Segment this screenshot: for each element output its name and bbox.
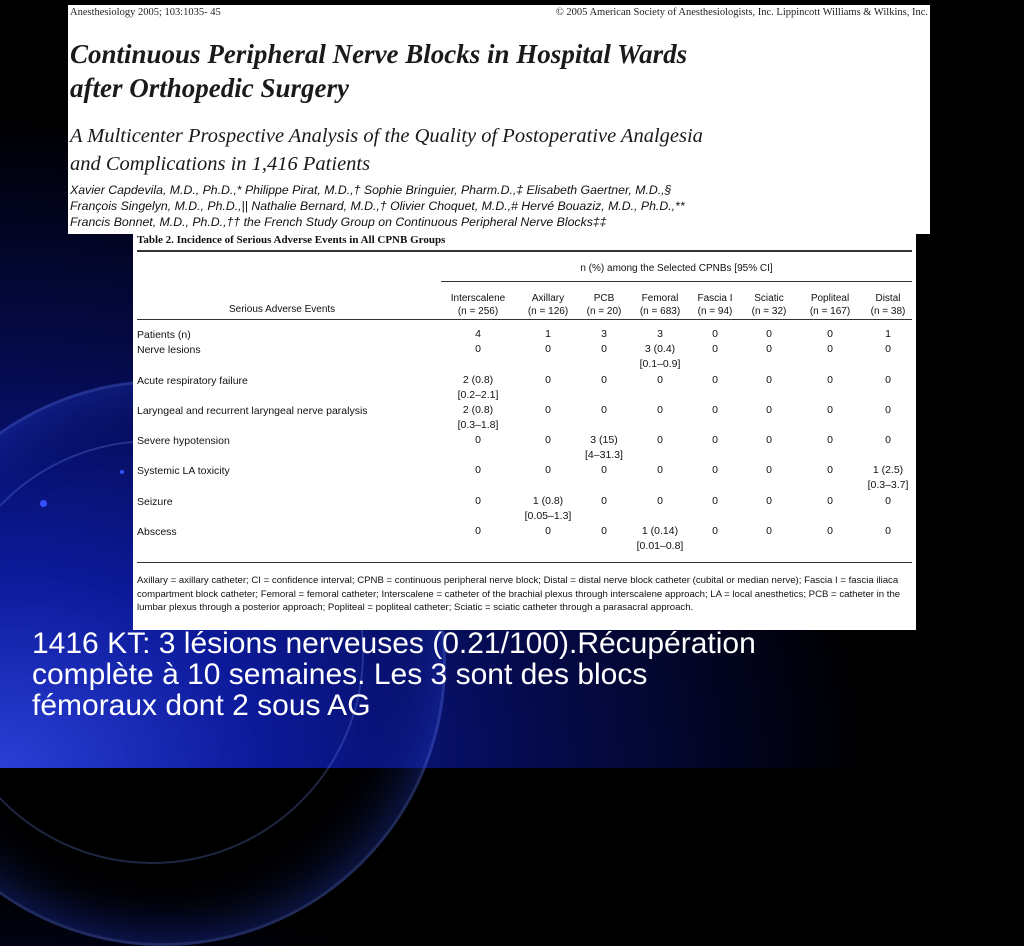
cell-value: 0 — [885, 434, 891, 446]
background-dot — [40, 500, 47, 507]
cell-value: 1 — [545, 328, 551, 340]
table-cell — [438, 433, 518, 448]
column-name: Fascia I — [697, 293, 733, 304]
paper-subtitle — [70, 122, 920, 178]
paper-authors — [70, 182, 920, 230]
cell-value: 0 — [601, 525, 607, 537]
column-name: Distal — [875, 293, 901, 304]
cell-value: 0 — [475, 434, 481, 446]
column-name: Popliteal — [810, 293, 850, 304]
paper-title-line: after Orthopedic Surgery — [70, 73, 349, 103]
cell-value: 0 — [827, 495, 833, 507]
paper-subtitle-line: and Complications in 1,416 Patients — [70, 153, 371, 175]
authors-line: Francis Bonnet, M.D., Ph.D.,†† the French Study Group on Continuous Peripheral Nerve Blocks‡‡ — [70, 215, 607, 229]
cell-value: 0 — [712, 495, 718, 507]
cell-value: 0 — [712, 434, 718, 446]
cell-value: 0 — [827, 328, 833, 340]
slide-caption-line: 1416 KT: 3 lésions nerveuses (0.21/100).Récupération — [32, 627, 756, 660]
journal-line — [70, 7, 928, 18]
table-cell — [848, 373, 916, 388]
row-label: Abscess — [137, 526, 177, 538]
table-footnote: Axillary = axillary catheter; CI = confidence interval; CPNB = continuous peripheral nerve block; Distal = distal nerve block catheter (cubital or median nerve); Fascia I = fascia iliaca compartment block catheter; Femoral = femoral catheter; Interscalene = catheter of the brachial plexus through interscalene approach; LA = local anesthetics; PCB = catheter in the lumbar plexus through a posterior approach; Popliteal = popliteal catheter; Sciatic = sciatic catheter through a parasacral approach. — [137, 575, 901, 613]
column-name: Sciatic — [754, 293, 784, 304]
table-cell — [438, 463, 518, 478]
paper-header-excerpt — [68, 5, 930, 234]
column-count: (n = 94) — [697, 306, 733, 317]
table-cell — [848, 494, 916, 509]
cell-confidence-interval: [0.05–1.3] — [524, 510, 572, 522]
copyright-notice: © 2005 American Society of Anesthesiologists, Inc. Lippincott Williams & Wilkins, Inc. — [555, 7, 928, 18]
cell-value: 0 — [827, 525, 833, 537]
cell-value: 0 — [545, 464, 551, 476]
cell-value: 0 — [766, 404, 772, 416]
cell-value: 0 — [601, 464, 607, 476]
row-label: Patients (n) — [137, 329, 191, 341]
column-name: Femoral — [641, 293, 679, 304]
row-label: Nerve lesions — [137, 344, 201, 356]
cell-value: 0 — [827, 343, 833, 355]
column-count: (n = 256) — [457, 306, 499, 317]
table-cell — [438, 342, 518, 357]
slide-caption-line: complète à 10 semaines. Les 3 sont des blocs — [32, 658, 648, 691]
table-cell — [848, 342, 916, 357]
table-cell — [848, 433, 916, 448]
cell-value: 0 — [885, 343, 891, 355]
cell-value: 0 — [766, 343, 772, 355]
cell-confidence-interval: [0.2–2.1] — [457, 389, 499, 401]
cell-value: 0 — [657, 495, 663, 507]
table-cell — [438, 524, 518, 539]
cell-value: 1 (0.8) — [532, 495, 564, 507]
cell-value: 0 — [766, 374, 772, 386]
cell-value: 0 — [712, 525, 718, 537]
cell-value: 3 (15) — [590, 434, 618, 446]
column-name: Interscalene — [450, 293, 506, 304]
cell-value: 3 — [601, 328, 607, 340]
cell-value: 0 — [545, 434, 551, 446]
paper-title — [70, 37, 920, 105]
table-cell — [438, 373, 518, 403]
span-header-rule — [441, 281, 912, 282]
table-caption: Table 2. Incidence of Serious Adverse Events in All CPNB Groups — [137, 234, 446, 246]
cell-value: 0 — [657, 464, 663, 476]
cell-value: 0 — [712, 343, 718, 355]
cell-value: 0 — [766, 434, 772, 446]
slide-caption — [32, 628, 1012, 721]
cell-value: 3 (0.4) — [644, 343, 676, 355]
cell-value: 0 — [657, 434, 663, 446]
authors-line: François Singelyn, M.D., Ph.D.,|| Nathalie Bernard, M.D.,† Olivier Choquet, M.D.,# Hervé Bouaziz, M.D., Ph.D.,** — [70, 199, 685, 213]
row-header: Serious Adverse Events — [229, 304, 336, 315]
cell-value: 0 — [885, 525, 891, 537]
cell-value: 0 — [657, 374, 663, 386]
cell-value: 1 (0.14) — [641, 525, 679, 537]
cell-value: 0 — [766, 525, 772, 537]
cell-value: 0 — [885, 374, 891, 386]
cell-value: 0 — [601, 343, 607, 355]
column-count: (n = 38) — [870, 306, 906, 317]
paper-title-line: Continuous Peripheral Nerve Blocks in Hospital Wards — [70, 39, 688, 69]
cell-value: 0 — [601, 374, 607, 386]
column-name: PCB — [593, 293, 615, 304]
cell-value: 0 — [475, 525, 481, 537]
span-header: n (%) among the Selected CPNBs [95% CI] — [580, 263, 773, 274]
column-count: (n = 20) — [586, 306, 622, 317]
row-label: Seizure — [137, 496, 173, 508]
cell-value: 0 — [601, 495, 607, 507]
table-cell — [438, 403, 518, 433]
column-count: (n = 32) — [751, 306, 787, 317]
cell-value: 0 — [712, 328, 718, 340]
column-count: (n = 167) — [809, 306, 851, 317]
row-label: Laryngeal and recurrent laryngeal nerve paralysis — [137, 405, 368, 417]
cell-confidence-interval: [4–31.3] — [585, 449, 623, 461]
cell-value: 0 — [766, 328, 772, 340]
column-count: (n = 683) — [639, 306, 681, 317]
cell-value: 2 (0.8) — [462, 374, 494, 386]
table-bottom-rule — [137, 562, 912, 563]
cell-value: 0 — [712, 374, 718, 386]
cell-confidence-interval: [0.3–1.8] — [457, 419, 499, 431]
cell-value: 0 — [545, 343, 551, 355]
cell-value: 3 — [657, 328, 663, 340]
cell-value: 0 — [712, 464, 718, 476]
cell-value: 0 — [712, 404, 718, 416]
cell-value: 0 — [601, 404, 607, 416]
table-cell — [848, 327, 916, 342]
cell-value: 0 — [827, 404, 833, 416]
table-cell — [848, 403, 916, 418]
cell-value: 0 — [657, 404, 663, 416]
table-cell — [438, 327, 518, 342]
cell-confidence-interval: [0.3–3.7] — [867, 479, 909, 491]
table-excerpt — [133, 234, 916, 630]
cell-confidence-interval: [0.1–0.9] — [639, 358, 681, 370]
cell-value: 0 — [545, 404, 551, 416]
cell-value: 1 — [885, 328, 891, 340]
background-dot — [120, 470, 124, 474]
cell-value: 0 — [545, 374, 551, 386]
cell-value: 1 (2.5) — [872, 464, 904, 476]
cell-value: 0 — [827, 464, 833, 476]
cell-value: 0 — [885, 404, 891, 416]
slide-caption-line: fémoraux dont 2 sous AG — [32, 689, 371, 722]
cell-value: 0 — [827, 374, 833, 386]
cell-confidence-interval: [0.01–0.8] — [636, 540, 684, 552]
cell-value: 0 — [827, 434, 833, 446]
header-bottom-rule — [137, 319, 912, 320]
authors-line: Xavier Capdevila, M.D., Ph.D.,* Philippe Pirat, M.D.,† Sophie Bringuier, Pharm.D.,‡ Elisabeth Gaertner, M.D.,§ — [70, 183, 672, 197]
table-cell — [848, 463, 916, 493]
table-cell — [848, 524, 916, 539]
cell-value: 0 — [766, 495, 772, 507]
column-count: (n = 126) — [527, 306, 569, 317]
cell-value: 2 (0.8) — [462, 404, 494, 416]
cell-value: 0 — [545, 525, 551, 537]
table-cell — [438, 494, 518, 509]
paper-subtitle-line: A Multicenter Prospective Analysis of the Quality of Postoperative Analgesia — [70, 125, 703, 147]
row-label: Severe hypotension — [137, 435, 230, 447]
cell-value: 4 — [475, 328, 481, 340]
cell-value: 0 — [475, 343, 481, 355]
table-top-rule — [137, 250, 912, 252]
journal-reference: Anesthesiology 2005; 103:1035- 45 — [70, 7, 221, 18]
column-header — [438, 292, 518, 318]
row-label: Systemic LA toxicity — [137, 465, 230, 477]
cell-value: 0 — [766, 464, 772, 476]
cell-value: 0 — [885, 495, 891, 507]
column-header — [848, 292, 916, 318]
row-label: Acute respiratory failure — [137, 375, 248, 387]
cell-value: 0 — [475, 495, 481, 507]
cell-value: 0 — [475, 464, 481, 476]
column-name: Axillary — [531, 293, 565, 304]
